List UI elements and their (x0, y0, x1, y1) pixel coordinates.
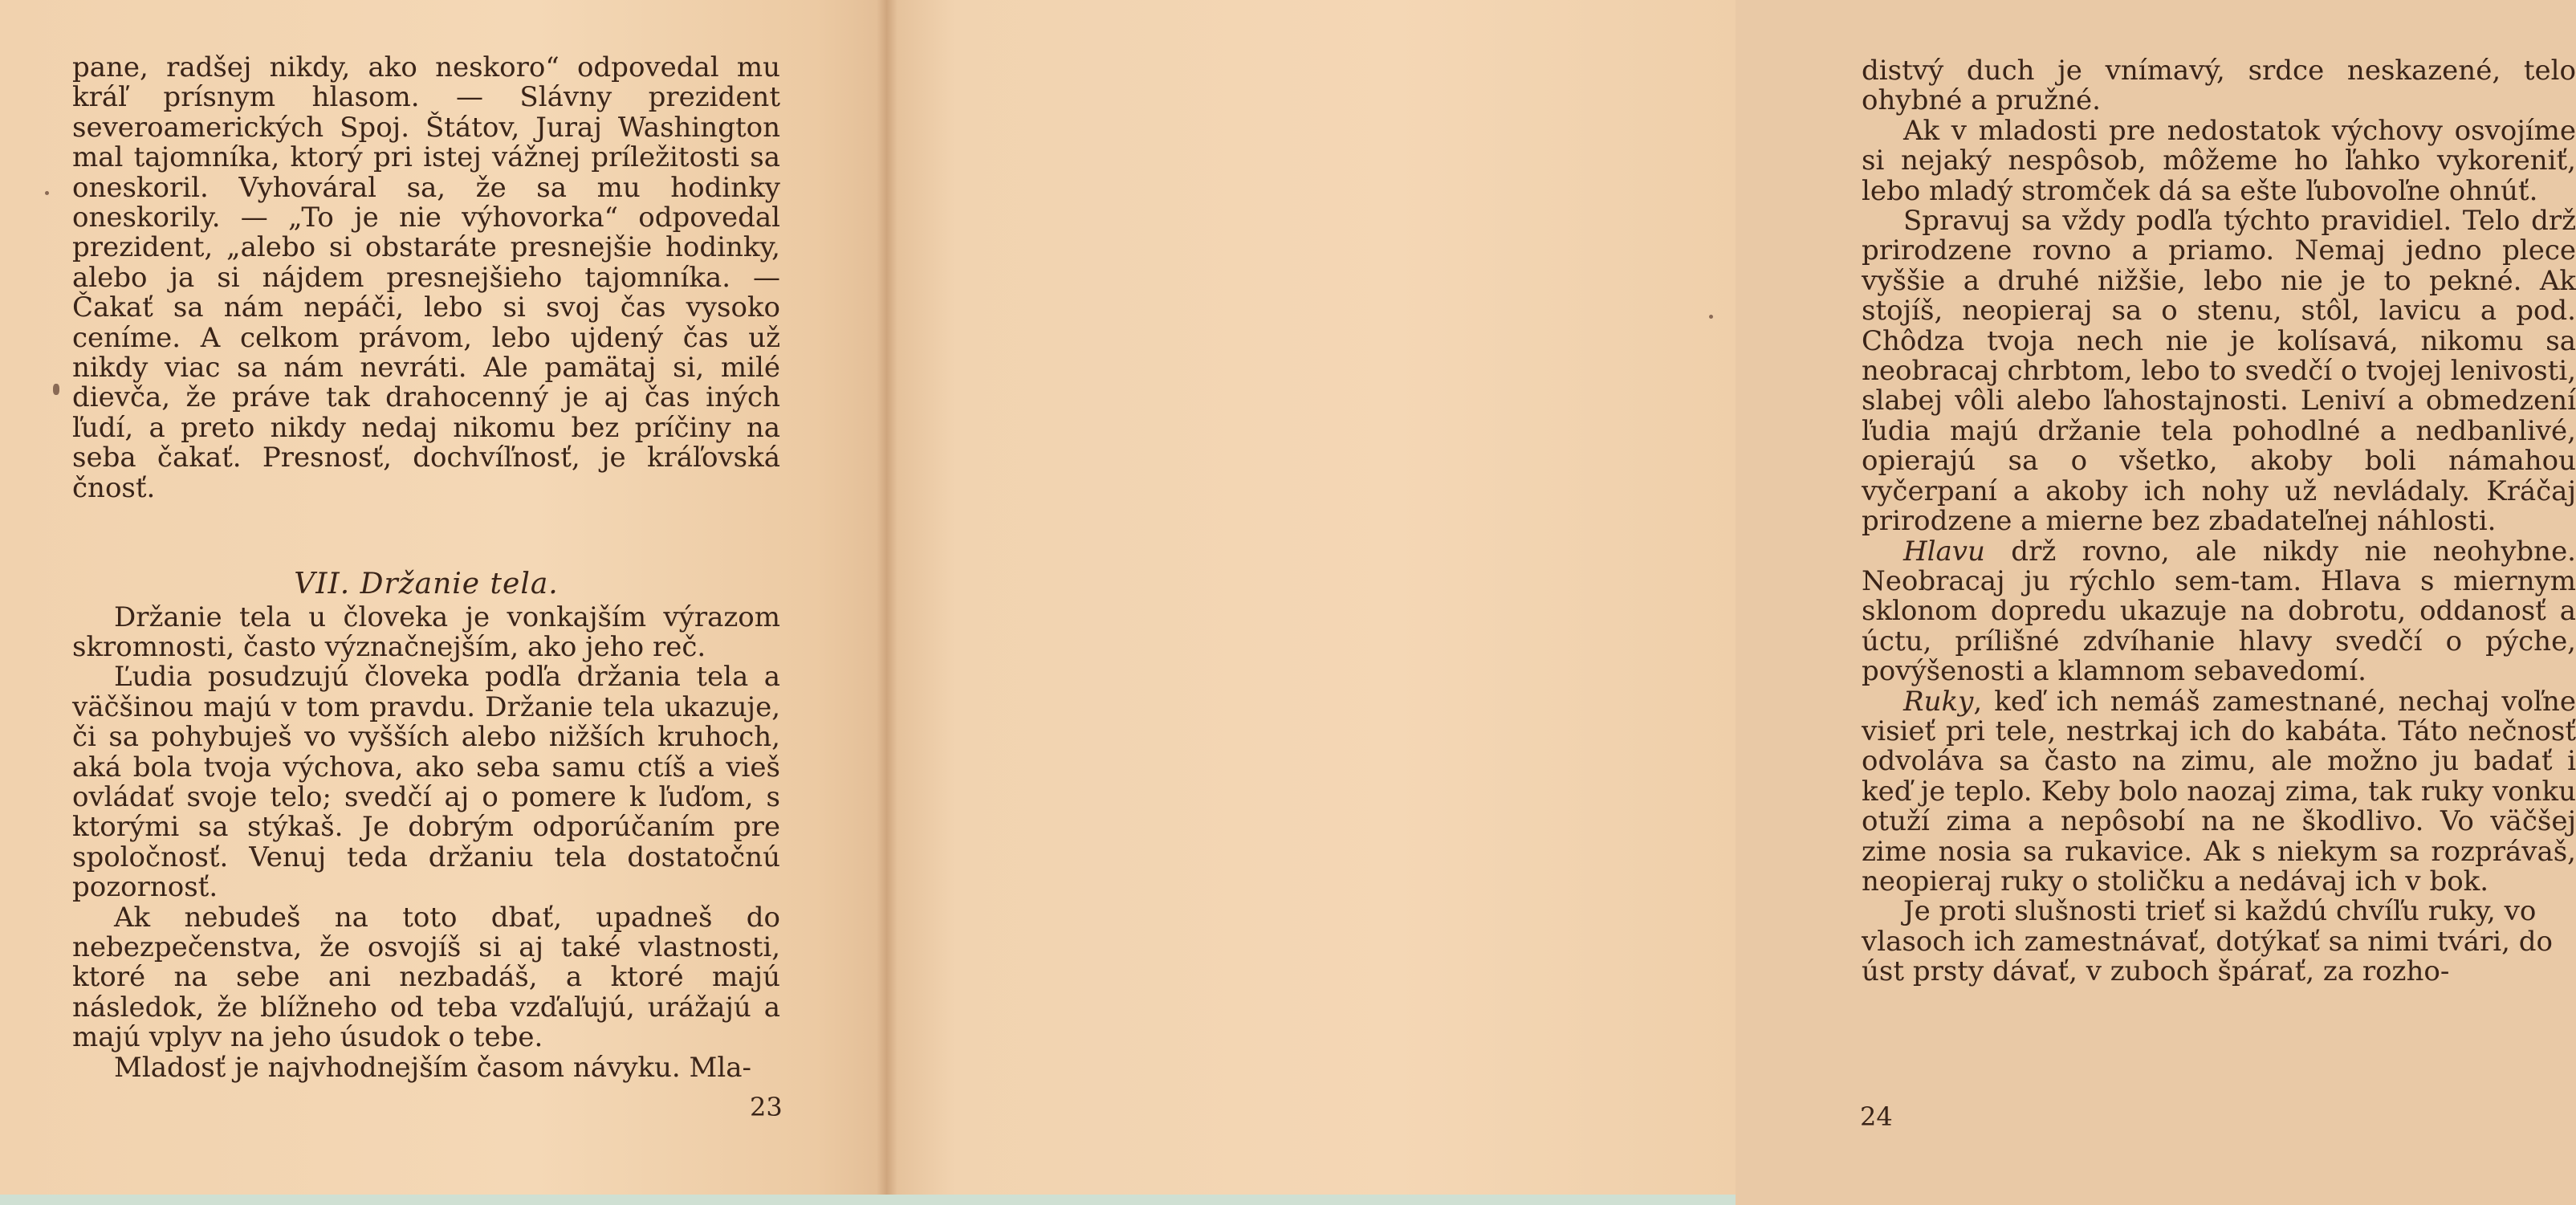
left-page-text (72, 53, 780, 1083)
right-page (887, 0, 2576, 1205)
chapter-heading: VII. Držanie tela. (294, 568, 559, 601)
italic-keyword: Hlavu (1903, 535, 1985, 568)
paper-speck (1709, 315, 1713, 319)
left-paragraph-4: Mladosť je najvhodnejším časom návyku. Mla- (114, 1051, 751, 1084)
right-paragraph-2 (1862, 116, 2576, 206)
right-paragraph-4 (1862, 537, 2576, 687)
paper-speck (53, 384, 59, 395)
right-paragraph-6 (1862, 897, 2576, 987)
paragraph-text: Spravuj sa vždy podľa týchto pravidiel. Telo drž prirodzene rovno a priamo. Nemaj jedno plece vyššie a druhé nižšie, lebo nie je to pekné. Ak stojíš, neopieraj sa o stenu, stôl, lavicu a pod. Chôdza tvoja nech nie je kolísavá, nikomu sa neobracaj chrbtom, lebo to svedčí o tvojej lenivosti, slabej vôli alebo ľahostajnosti. Leniví a obmedzení ľudia majú držanie tela pohodlné a nedbanlivé, opierajú sa o všetko, akoby boli námahou vyčerpaní a akoby ich nohy už nevládaly. Kráčaj prirodzene a mierne bez zbadateľnej náhlosti. (1862, 205, 2576, 538)
page-number-right: 24 (1860, 1101, 1893, 1132)
left-paragraph-3: Ak nebudeš na toto dbať, upadneš do nebezpečenstva, že osvojíš si aj také vlastnosti, ktoré na sebe ani nezbadáš, a ktoré majú následok, že blížneho od teba vzďaľujú, urážajú a majú vplyv na jeho úsudok o tebe. (72, 901, 780, 1054)
left-paragraph-1: Držanie tela u človeka je vonkajším výrazom skromnosti, často význačnejším, ako jeho reč. (72, 600, 780, 663)
right-paragraph-5 (1862, 687, 2576, 898)
paragraph-text: Je proti slušnosti trieť si každú chvíľu ruky, vo vlasoch ich zamestnávať, dotýkať sa nimi tvári, do úst prsty dávať, v zuboch špárať, za rozho- (1862, 895, 2554, 988)
page-number-left: 23 (750, 1092, 783, 1122)
left-page (0, 0, 887, 1205)
left-paragraph-2: Ľudia posudzujú človeka podľa držania tela a väčšinou majú v tom pravdu. Držanie tela ukazuje, či sa pohybuješ vo vyšších alebo nižších kruhoch, aká bola tvoja výchova, ako seba samu ctíš a vieš ovládať svoje telo; svedčí aj o pomere k ľuďom, s ktorými sa stýkaš. Je dobrým odporúčaním pre spoločnosť. Venuj teda držaniu tela dostatočnú pozornosť. (72, 661, 780, 904)
paragraph-text: distvý duch je vnímavý, srdce neskazené, telo ohybné a pružné. (1862, 55, 2576, 117)
right-page-text (1862, 56, 2576, 987)
left-paragraph-continued: pane, radšej nikdy, ako neskoro“ odpovedal mu kráľ prísnym hlasom. — Slávny prezident severoamerických Spoj. Štátov, Juraj Washington mal tajomníka, ktorý pri istej vážnej príležitosti sa oneskoril. Vyhováral sa, že sa mu hodinky oneskorily. — „To je nie výhovorka“ odpovedal prezident, „alebo si obstaráte presnejšie hodinky, alebo ja si nájdem presnejšieho tajomníka. — Čakať sa nám nepáči, lebo si svoj čas vysoko ceníme. A celkom právom, lebo ujdený čas už nikdy viac sa nám nevráti. Ale pamätaj si, milé dievča, že práve tak drahocenný je aj čas iných ľudí, a preto nikdy nedaj nikomu bez príčiny na seba čakať. Presnosť, dochvíľnosť, je kráľovská čnosť. (72, 51, 780, 504)
right-paragraph-3 (1862, 206, 2576, 536)
paragraph-text: drž rovno, ale nikdy nie neohybne. Neobracaj ju rýchlo sem-tam. Hlava s miernym sklonom dopredu ukazuje na dobrotu, oddanosť a úctu, prílišné zdvíhanie hlavy svedčí o pýche, povýšenosti a klamnom sebavedomí. (1862, 535, 2576, 688)
book-gutter (877, 0, 897, 1205)
paper-speck (45, 191, 49, 195)
paragraph-text: Ak v mladosti pre nedostatok výchovy osvojíme si nejaký nespôsob, môžeme ho ľahko vykoreniť, lebo mladý stromček dá sa ešte ľubovoľne ohnúť. (1862, 114, 2576, 207)
scan-bottom-edge (0, 1195, 1736, 1205)
italic-keyword: Ruky (1903, 685, 1974, 718)
right-paragraph-1 (1862, 56, 2576, 116)
paragraph-text: , keď ich nemáš zamestnané, nechaj voľne visieť pri tele, nestrkaj ich do kabáta. Táto nečnosť odvoláva sa často na zimu, ale možno ju badať i keď je teplo. Keby bolo naozaj zima, tak ruky vonku otuží zima a nepôsobí na ne škodlivo. Vo väčšej zime nosia sa rukavice. Ak s niekym sa rozprávaš, neopieraj ruky o stoličku a nedávaj ich v bok. (1862, 685, 2576, 898)
